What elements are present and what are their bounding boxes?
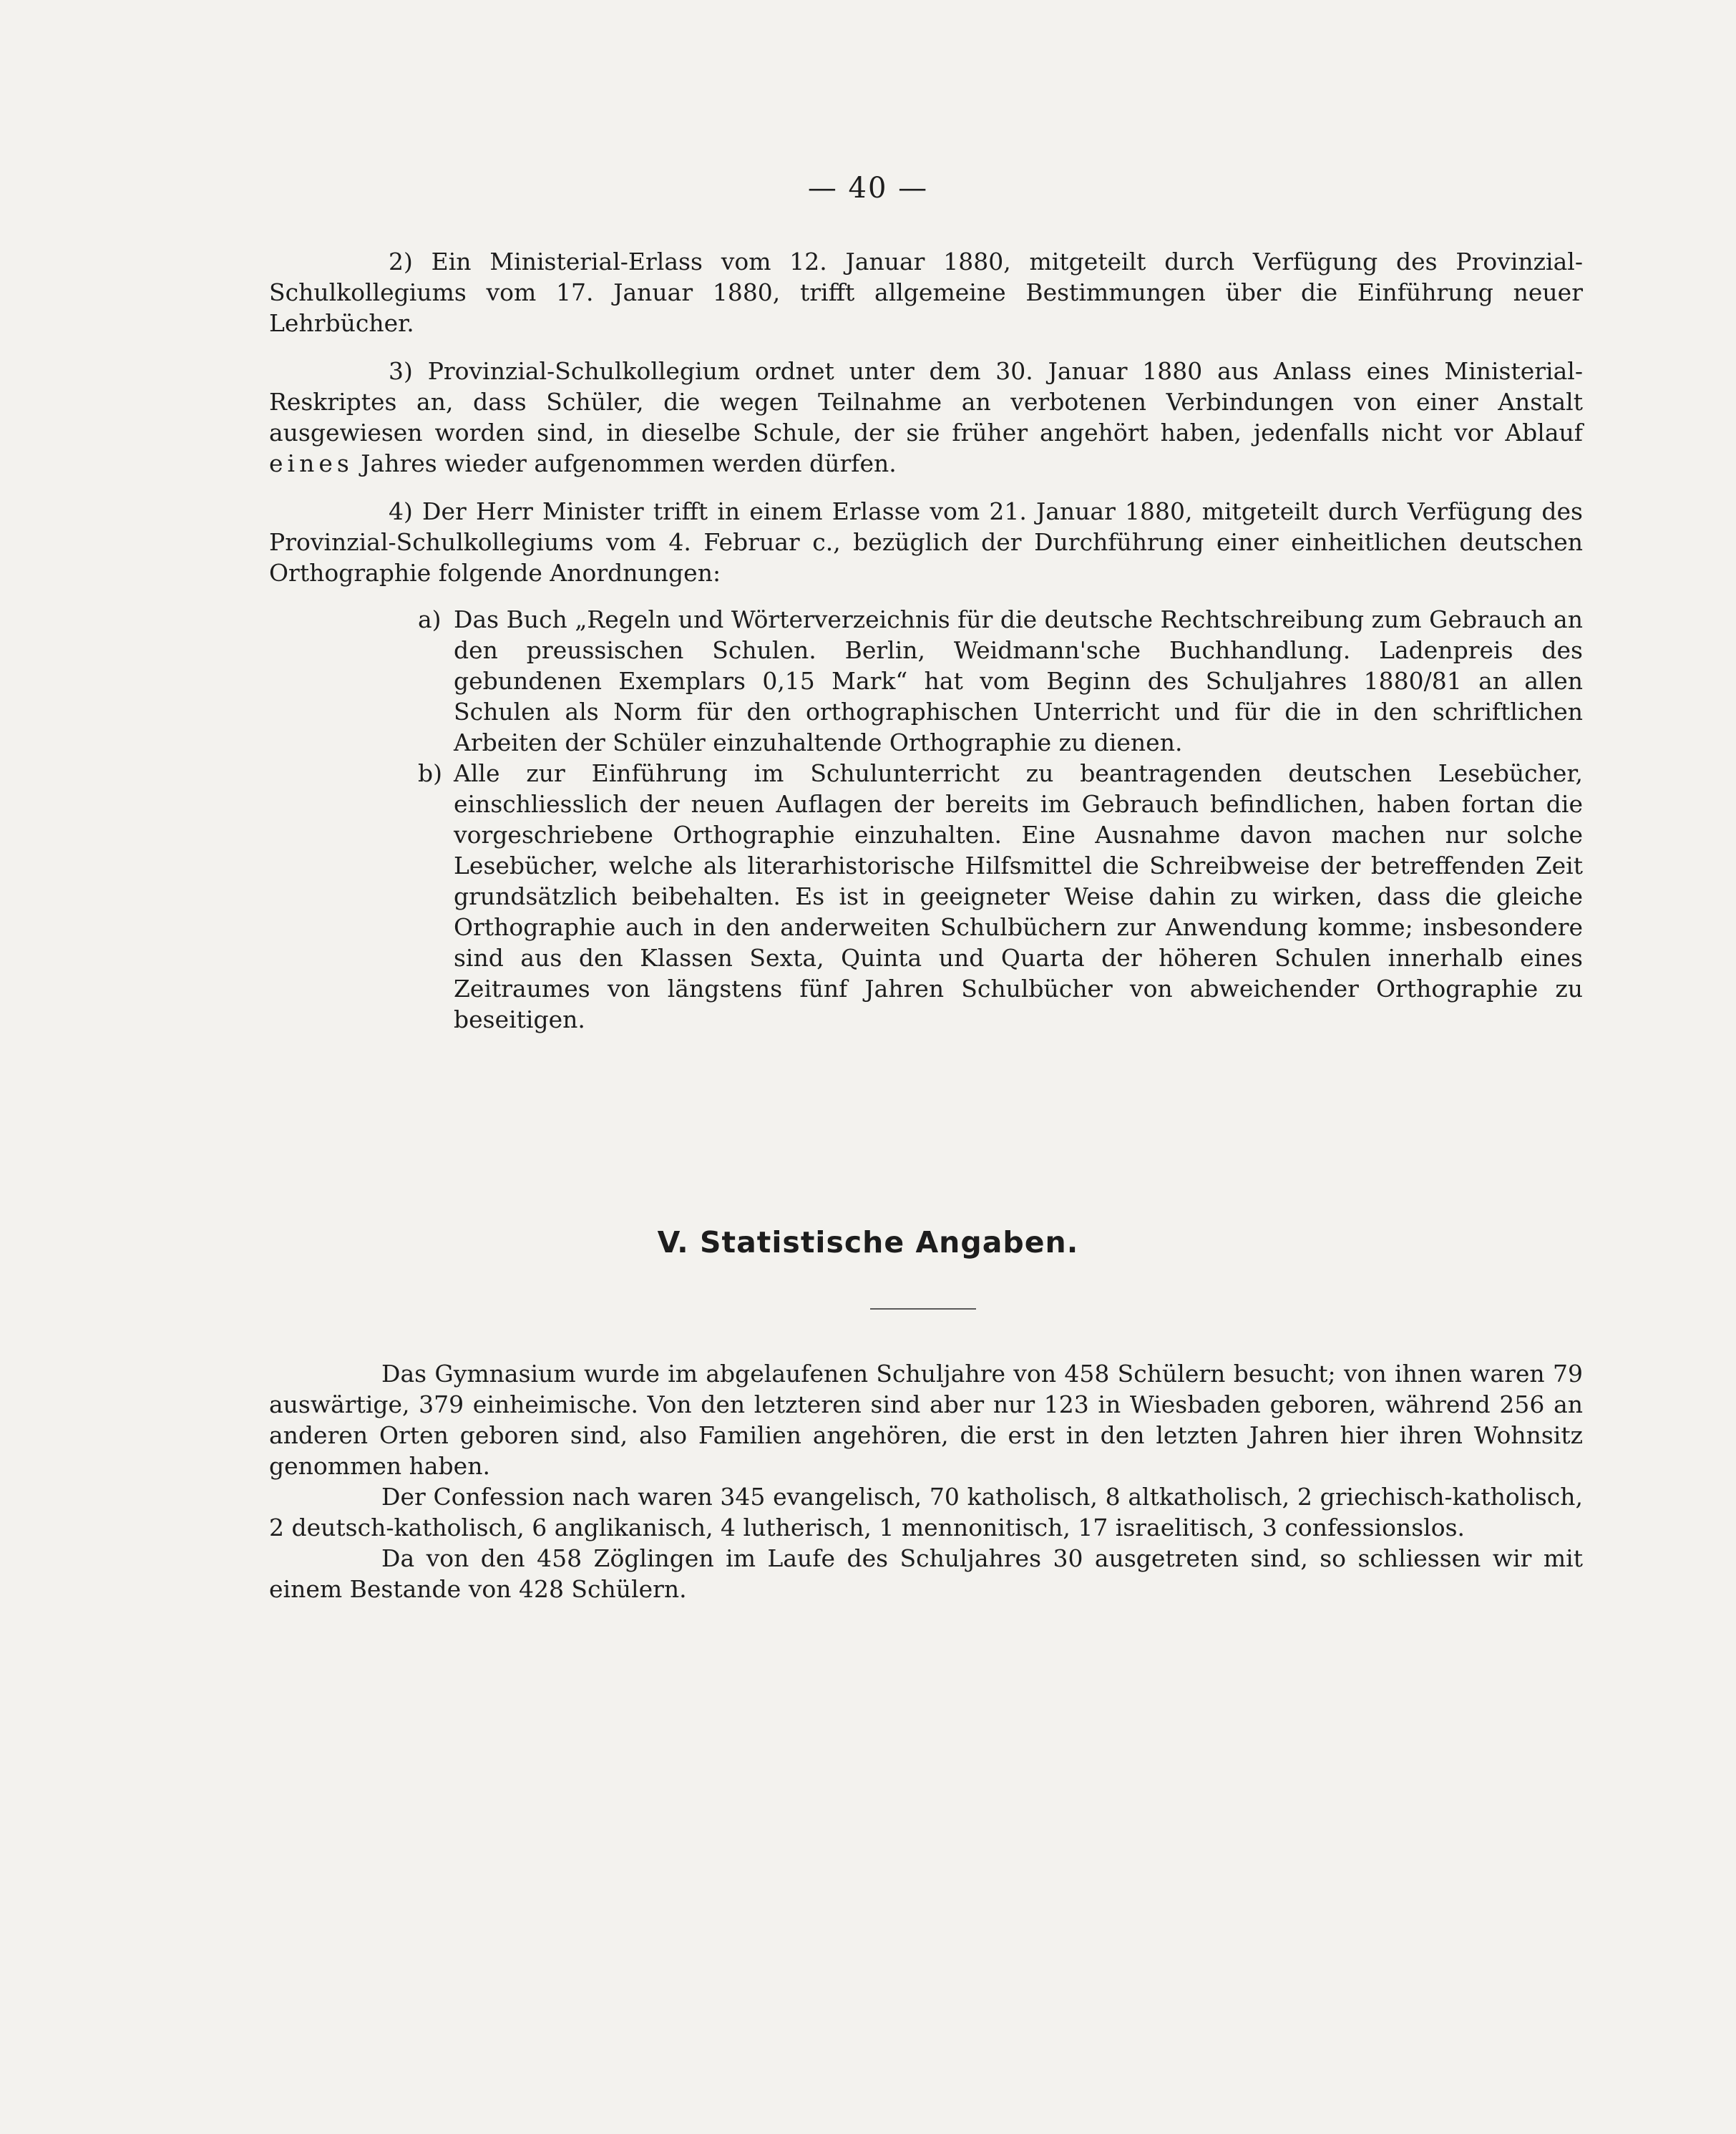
list-item-b bbox=[269, 758, 1583, 1035]
ordinances-section bbox=[269, 246, 1583, 1035]
statistics-paragraph-1: Das Gymnasium wurde im abgelaufenen Schuljahre von 458 Schülern besucht; von ihnen waren 79 auswärtige, 379 einheimische. Von den letzteren sind aber nur 123 in Wiesbaden geboren, während 256 an anderen Orten geboren sind, also Familien angehören, die erst in den letzten Jahren hier ihren Wohnsitz genommen haben. bbox=[269, 1360, 1583, 1480]
item-3-spaced-word: eines bbox=[269, 449, 353, 477]
list-text-a: Das Buch „Regeln und Wörterverzeichnis für die deutsche Rechtschreibung zum Gebrauch an den preussischen Schulen. Berlin, Weidmann'sche Buchhandlung. Ladenpreis des gebundenen Exemplars 0,15 Mark“ hat vom Beginn des Schuljahres 1880/81 an allen Schulen als Norm für den orthographischen Unterricht und für die in den schriftlichen Arbeiten der Schüler einzuhaltende Orthographie zu dienen. bbox=[454, 605, 1583, 756]
page-number: — 40 — bbox=[807, 172, 929, 205]
statistics-paragraph-3: Da von den 458 Zöglingen im Laufe des Schuljahres 30 ausgetreten sind, so schliessen wir mit einem Bestande von 428 Schülern. bbox=[269, 1544, 1583, 1603]
list-marker-b: b) bbox=[418, 759, 442, 787]
list-item-a bbox=[269, 604, 1583, 758]
paragraph-item-3 bbox=[269, 356, 1583, 479]
statistics-paragraph-2: Der Confession nach waren 345 evangelisch, 70 katholisch, 8 altkatholisch, 2 griechisch-katholisch, 2 deutsch-katholisch, 6 anglikanisch, 4 lutherisch, 1 mennonitisch, 17 israelitisch, 3 confessionslos. bbox=[269, 1483, 1583, 1541]
paragraph-item-4: 4) Der Herr Minister trifft in einem Erlasse vom 21. Januar 1880, mitgeteilt durch Verfügung des Provinzial-Schulkollegiums vom 4. Februar c., bezüglich der Durchführung einer einheitlichen deutschen Orthographie folgende Anordnungen: bbox=[269, 497, 1583, 587]
statistics-section bbox=[269, 1358, 1583, 1604]
section-heading: V. Statistische Angaben. bbox=[657, 1225, 1079, 1260]
item-3-text-end: Jahres wieder aufgenommen werden dürfen. bbox=[353, 449, 897, 477]
list-marker-a: a) bbox=[418, 605, 442, 633]
list-text-b: Alle zur Einführung im Schulunterricht zu beantragenden deutschen Lesebücher, einschliesslich der neuen Auflagen der bereits im Gebrauch befindlichen, haben fortan die vorgeschriebene Orthographie einzuhalten. Eine Ausnahme davon machen nur solche Lesebücher, welche als literarhistorische Hilfsmittel die Schreibweise der betreffenden Zeit grundsätzlich beibehalten. Es ist in geeigneter Weise dahin zu wirken, dass die gleiche Orthographie auch in den anderweiten Schulbüchern zur Anwendung komme; insbesondere sind aus den Klassen Sexta, Quinta und Quarta der höheren Schulen innerhalb eines Zeitraumes von längstens fünf Jahren Schulbücher von abweichender Orthographie zu beseitigen. bbox=[454, 759, 1583, 1033]
orthography-list bbox=[269, 604, 1583, 1035]
item-3-text-start: 3) Provinzial-Schulkollegium ordnet unter dem 30. Januar 1880 aus Anlass eines Ministerial-Reskriptes an, dass Schüler, die wegen Teilnahme an verbotenen Verbindungen von einer Anstalt ausgewiesen worden sind, in dieselbe Schule, der sie früher angehört haben, jedenfalls nicht vor Ablauf bbox=[269, 357, 1583, 447]
paragraph-item-2: 2) Ein Ministerial-Erlass vom 12. Januar 1880, mitgeteilt durch Verfügung des Provinzial-Schulkollegiums vom 17. Januar 1880, trifft allgemeine Bestimmungen über die Einführung neuer Lehrbücher. bbox=[269, 248, 1583, 337]
heading-divider bbox=[870, 1308, 976, 1310]
